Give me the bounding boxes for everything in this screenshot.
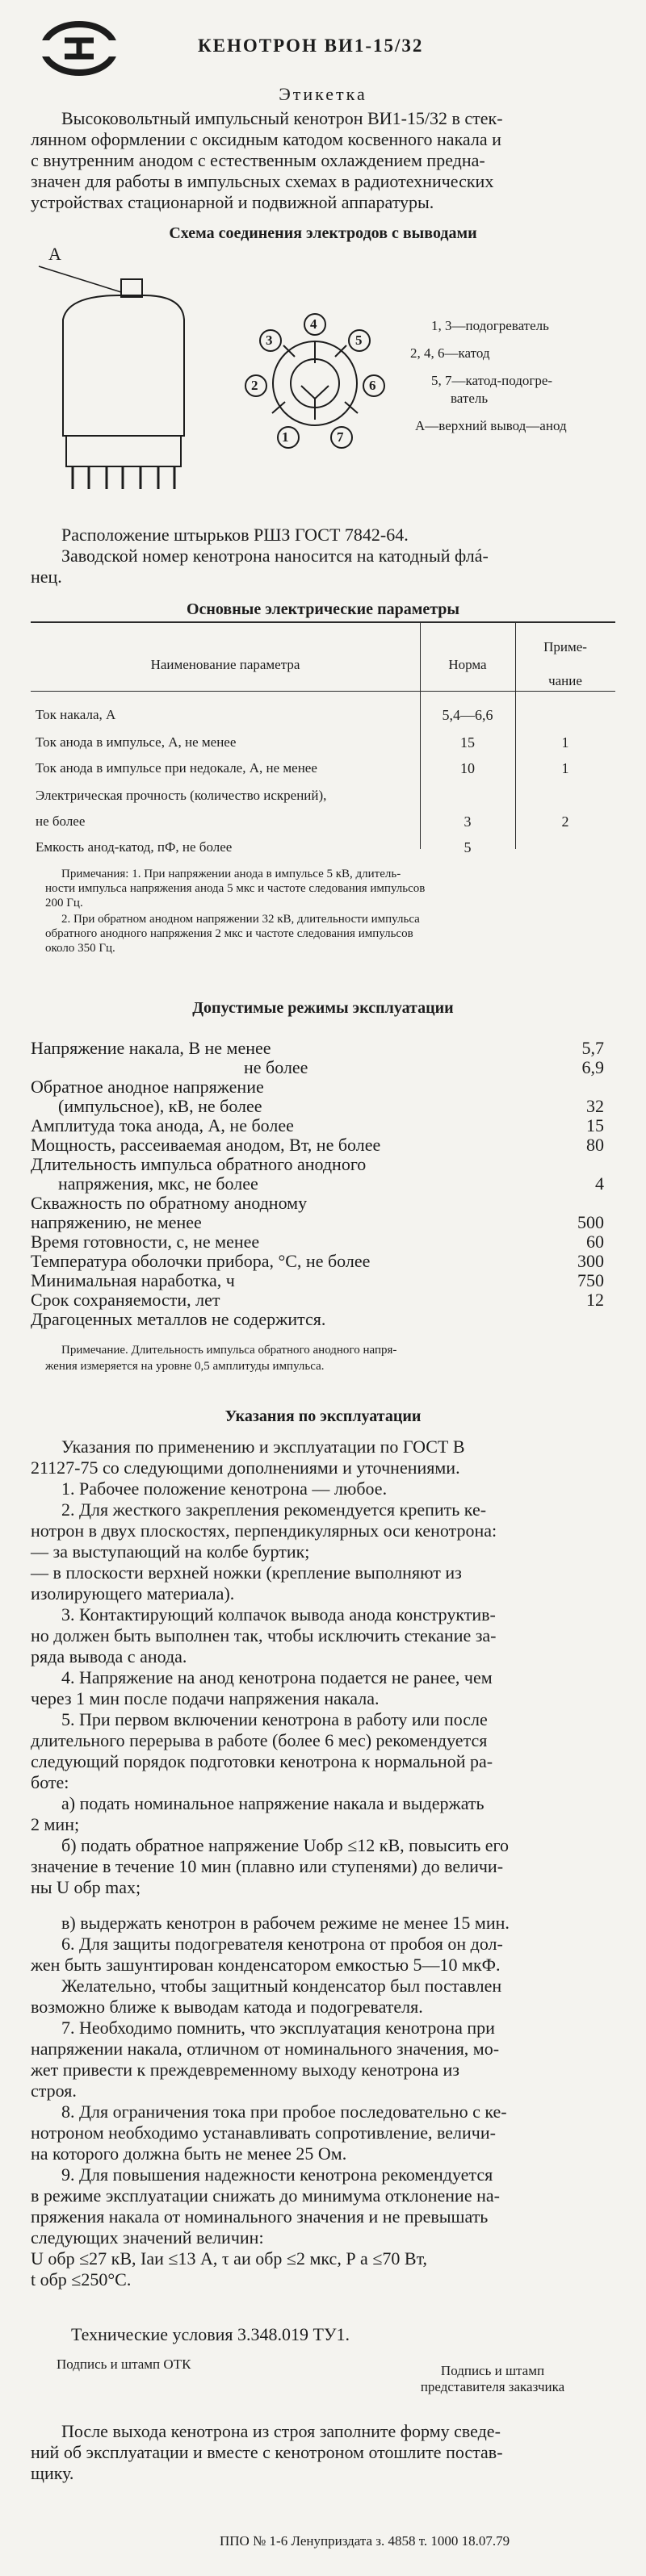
instruction-line: пряжения накала от номинального значения и не превышать [31, 2206, 489, 2227]
instruction-line: 5. При первом включении кенотрона в работу или после [61, 1709, 488, 1729]
instruction-line: следующих значений величин: [31, 2227, 264, 2248]
footnote-line: 2. При обратном анодном напряжении 32 кВ, длительности импульса [61, 913, 420, 926]
serial-number-note: Заводской номер кенотрона наносится на катодный флá- [61, 546, 489, 566]
mode-label: Обратное анодное напряжение [31, 1077, 264, 1097]
footnote-line: ности импульса напряжения анода 5 мкс и частоте следования импульсов [45, 882, 426, 895]
param-row-name: не более [36, 813, 86, 829]
param-row-norm: 10 [460, 760, 475, 776]
mode-label: Длительность импульса обратного анодного [31, 1154, 367, 1174]
mode-value: 12 [586, 1290, 604, 1310]
param-row-norm: 3 [464, 813, 472, 830]
mode-label: Амплитуда тока анода, А, не более [31, 1115, 294, 1135]
instruction-line: на которого должна быть не менее 25 Ом. [31, 2143, 347, 2164]
instruction-line: 6. Для защиты подогревателя кенотрона от пробоя он дол- [61, 1934, 503, 1954]
document-title: КЕНОТРОН ВИ1-15/32 [198, 36, 424, 56]
final-note-line: щику. [31, 2463, 74, 2483]
instruction-line: жен быть зашунтирован конденсатором емкостью 5—10 мкФ. [31, 1955, 501, 1975]
mode-label: Минимальная наработка, ч [31, 1270, 235, 1290]
param-row-name: Ток анода в импульсе, А, не менее [36, 734, 237, 750]
footnote-line: около 350 Гц. [45, 942, 115, 955]
modes-note-line: жения измеряется на уровне 0,5 амплитуды импульса. [45, 1360, 325, 1373]
instruction-line: Указания по применению и эксплуатации по ГОСТ В [61, 1436, 465, 1457]
instruction-line: ны U обр max; [31, 1877, 141, 1897]
mode-label: не более [244, 1057, 308, 1077]
instruction-line: боте: [31, 1772, 69, 1792]
param-row-name: Электрическая прочность (количество искрений), [36, 788, 327, 803]
instruction-line: 21127-75 со следующими дополнениями и уточнениями. [31, 1457, 460, 1478]
intro-line: лянном оформлении с оксидным катодом косвенного накала и [31, 129, 501, 149]
param-row-norm: 5,4—6,6 [442, 707, 493, 723]
pin-layout-note: Расположение штырьков РШЗ ГОСТ 7842-64. [61, 525, 409, 545]
instruction-line: — за выступающий на колбе буртик; [31, 1541, 310, 1562]
instruction-line: б) подать обратное напряжение Uобр ≤12 кВ, повысить его [61, 1835, 510, 1855]
instruction-line: 4. Напряжение на анод кенотрона подается не ранее, чем [61, 1667, 493, 1687]
intro-line: с внутренним анодом с естественным охлаждением предна- [31, 150, 485, 170]
footnote-line: обратного анодного напряжения 2 мкс и частоте следования импульсов [45, 927, 413, 940]
instruction-line: 1. Рабочее положение кенотрона — любое. [61, 1478, 388, 1499]
instruction-line: изолирующего материала). [31, 1583, 235, 1604]
instruction-line: нотроном необходимо устанавливать сопротивление, величи- [31, 2122, 496, 2143]
pin-number: 7 [337, 429, 344, 445]
mode-value: 5,7 [581, 1038, 604, 1058]
instruction-line: Желательно, чтобы защитный конденсатор был поставлен [61, 1976, 502, 1996]
instruction-line: 9. Для повышения надежности кенотрона рекомендуется [61, 2164, 493, 2185]
intro-line: устройствах стационарной и подвижной аппаратуры. [31, 192, 434, 212]
instructions-title: Указания по эксплуатации [224, 1407, 422, 1425]
modes-title: Допустимые режимы эксплуатации [192, 999, 454, 1017]
header-param-name: Наименование параметра [150, 657, 300, 672]
manufacturer-logo [31, 19, 128, 77]
params-title: Основные электрические параметры [186, 600, 460, 618]
mode-value: 6,9 [581, 1057, 604, 1077]
instruction-line: в) выдержать кенотрон в рабочем режиме не менее 15 мин. [61, 1913, 510, 1933]
param-row-name: Ток накала, А [36, 707, 116, 722]
instruction-line: через 1 мин после подачи напряжения накала. [31, 1688, 380, 1708]
instruction-line: 7. Необходимо помнить, что эксплуатация кенотрона при [61, 2018, 495, 2038]
anode-label: А [48, 244, 61, 264]
header-note: Приме- [543, 639, 587, 654]
instruction-line: в режиме эксплуатации снижать до минимума отклонение на- [31, 2185, 500, 2206]
legend-item: А—верхний вывод—анод [415, 418, 567, 433]
param-row-note: 1 [561, 734, 569, 751]
mode-label: Драгоценных металлов не содержится. [31, 1309, 326, 1329]
param-row-norm: 5 [464, 839, 472, 855]
label-heading: Этикетка [279, 84, 367, 104]
mode-label: напряжения, мкс, не более [58, 1173, 258, 1194]
legend-item: ватель [451, 391, 489, 406]
legend-item: 2, 4, 6—катод [410, 345, 490, 361]
instruction-line: 2 мин; [31, 1814, 80, 1834]
instruction-line: строя. [31, 2080, 77, 2101]
printer-imprint: ППО № 1-6 Ленуприздата з. 4858 т. 1000 18.07.79 [220, 2533, 510, 2549]
instruction-line: U обр ≤27 кВ, Iаи ≤13 А, τ аи обр ≤2 мкс, Р а ≤70 Вт, [31, 2248, 428, 2269]
mode-label: (импульсное), кВ, не более [58, 1096, 262, 1116]
param-row-name: Ток анода в импульсе при недокале, А, не менее [36, 760, 317, 776]
serial-number-note: нец. [31, 567, 62, 587]
footnote-line: 200 Гц. [45, 897, 83, 910]
mode-value: 80 [586, 1135, 604, 1155]
instruction-line: напряжении накала, отличном от номинального значения, мо- [31, 2039, 500, 2059]
mode-label: Срок сохраняемости, лет [31, 1290, 220, 1310]
mode-label: Скважность по обратному анодному [31, 1193, 308, 1213]
mode-label: Температура оболочки прибора, °С, не более [31, 1251, 371, 1271]
schema-title: Схема соединения электродов с выводами [169, 224, 477, 242]
mode-value: 60 [586, 1232, 604, 1252]
instruction-line: возможно ближе к выводам катода и подогревателя. [31, 1997, 423, 2017]
param-row-note: 1 [561, 760, 569, 776]
instruction-line: а) подать номинальное напряжение накала и выдержать [61, 1793, 484, 1813]
final-note-line: После выхода кенотрона из строя заполните форму сведе- [61, 2421, 501, 2441]
pin-number: 2 [251, 378, 258, 393]
mode-value: 32 [586, 1096, 604, 1116]
pin-number: 6 [369, 378, 376, 393]
header-note: чание [548, 673, 582, 688]
pin-number: 5 [355, 332, 363, 348]
mode-label: Напряжение накала, В не менее [31, 1038, 271, 1058]
signature-customer: представителя заказчика [420, 2379, 565, 2394]
instruction-line: значение в течение 10 мин (плавно или ступенями) до величи- [31, 1856, 504, 1876]
legend-item: 5, 7—катод-подогре- [431, 373, 553, 388]
pin-number: 1 [282, 429, 289, 445]
mode-value: 300 [577, 1251, 604, 1271]
mode-value: 750 [577, 1270, 604, 1290]
param-row-note: 2 [561, 813, 569, 830]
final-note-line: ний об эксплуатации и вместе с кенотроном отошлите постав- [31, 2442, 503, 2462]
mode-label: напряжению, не менее [31, 1212, 202, 1232]
mode-label: Время готовности, с, не менее [31, 1232, 260, 1252]
intro-line: значен для работы в импульсных схемах в радиотехнических [31, 171, 494, 191]
instruction-line: 3. Контактирующий колпачок вывода анода конструктив- [61, 1604, 496, 1625]
instruction-line: ряда вывода с анода. [31, 1646, 187, 1666]
instruction-line: жет привести к преждевременному выходу кенотрона из [31, 2060, 459, 2080]
instruction-line: длительного перерыва в работе (более 6 мес) рекомендуется [31, 1730, 488, 1750]
modes-note-line: Примечание. Длительность импульса обратного анодного напря- [61, 1344, 397, 1357]
tech-conditions: Технические условия 3.348.019 ТУ1. [71, 2324, 350, 2344]
param-row-norm: 15 [460, 734, 475, 751]
signature-otk: Подпись и штамп ОТК [57, 2356, 191, 2372]
instruction-line: следующий порядок подготовки кенотрона к нормальной ра- [31, 1751, 493, 1771]
param-row-name: Емкость анод-катод, пФ, не более [36, 839, 233, 855]
instruction-line: t обр ≤250°С. [31, 2269, 132, 2290]
pin-number: 3 [266, 332, 273, 348]
instruction-line: но должен быть выполнен так, чтобы исключить стекание за- [31, 1625, 497, 1646]
instruction-line: 2. Для жесткого закрепления рекомендуется крепить ке- [61, 1499, 487, 1520]
signature-customer: Подпись и штамп [440, 2363, 545, 2378]
header-norm: Норма [448, 657, 487, 672]
intro-line: Высоковольтный импульсный кенотрон ВИ1-15/32 в стек- [61, 108, 503, 128]
legend-item: 1, 3—подогреватель [431, 318, 549, 333]
mode-value: 4 [595, 1173, 604, 1194]
instruction-line: — в плоскости верхней ножки (крепление выполняют из [31, 1562, 462, 1583]
pin-number: 4 [310, 316, 317, 332]
instruction-line: нотрон в двух плоскостях, перпендикулярных оси кенотрона: [31, 1520, 497, 1541]
mode-value: 15 [586, 1115, 604, 1135]
mode-value: 500 [577, 1212, 604, 1232]
mode-label: Мощность, рассеиваемая анодом, Вт, не более [31, 1135, 381, 1155]
instruction-line: 8. Для ограничения тока при пробое последовательно с ке- [61, 2101, 507, 2122]
tube-drawing [24, 242, 186, 500]
footnote-line: Примечания: 1. При напряжении анода в импульсе 5 кВ, длитель- [61, 868, 401, 880]
